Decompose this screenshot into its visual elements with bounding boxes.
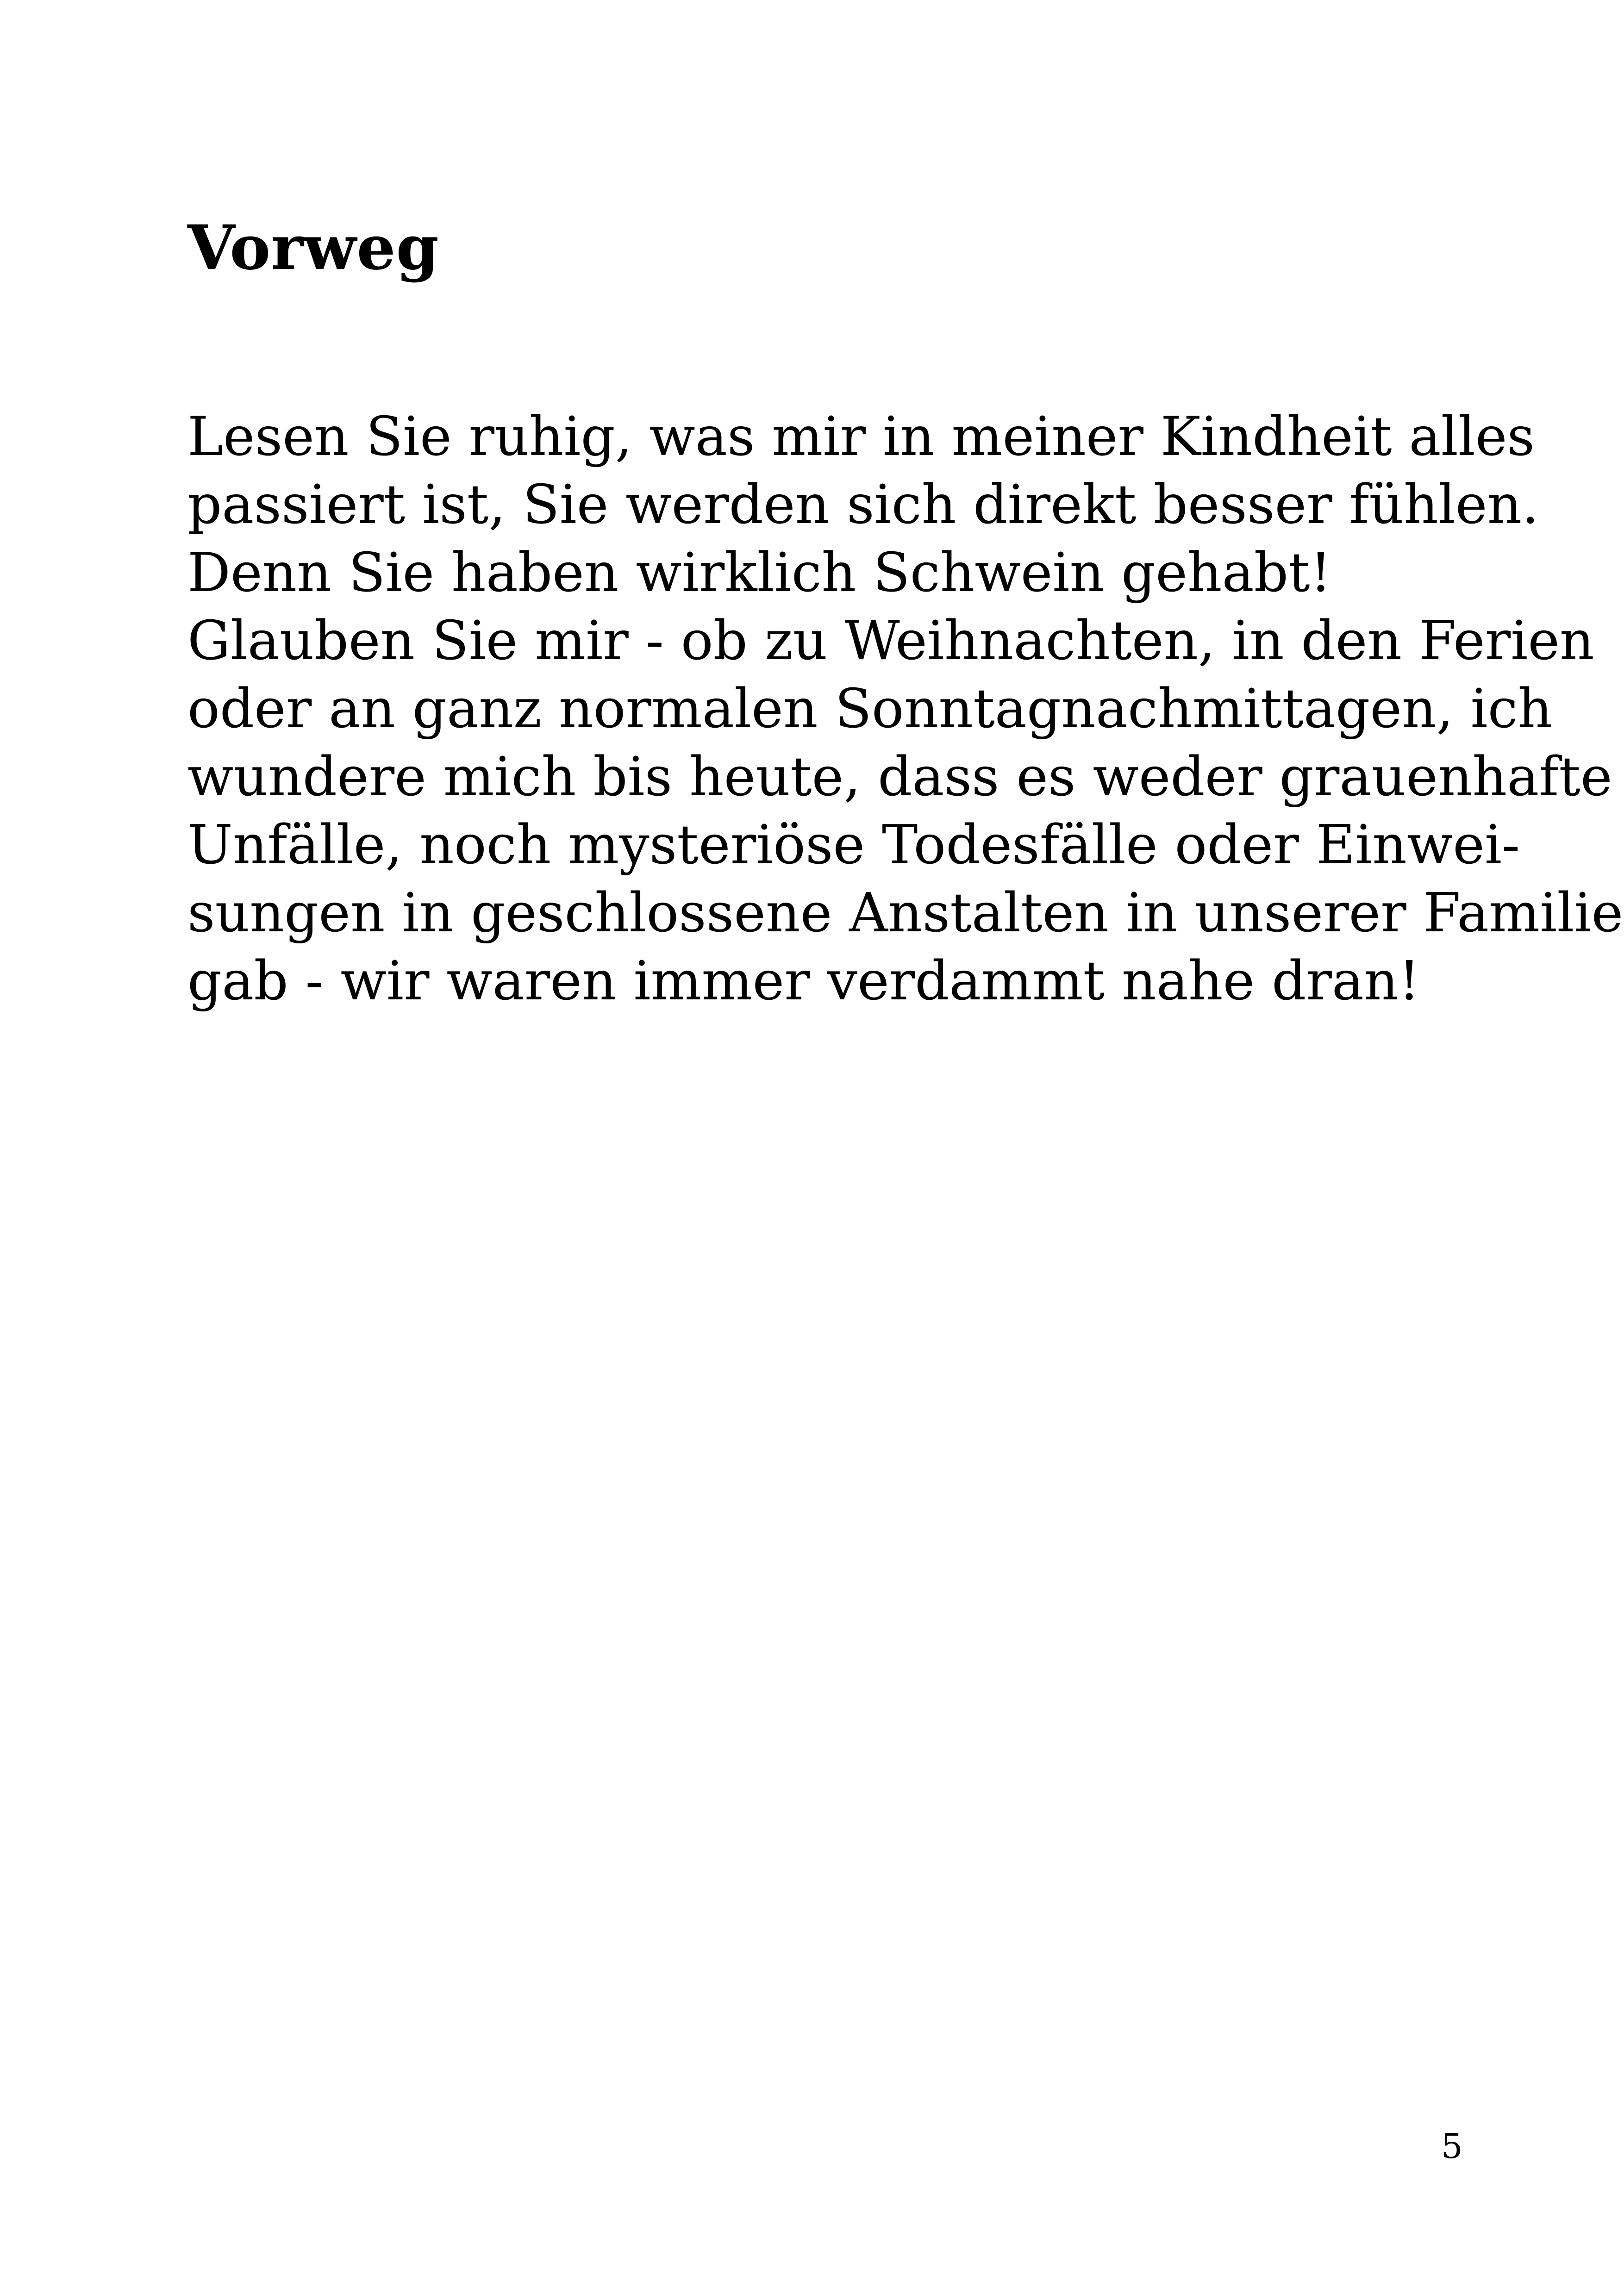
body-line: oder an ganz normalen Sonntagnachmittagen, ich <box>187 678 1553 740</box>
page-number: 5 <box>1441 2127 1463 2166</box>
body-line: sungen in geschlossene Anstalten in unserer Familie <box>187 882 1624 944</box>
body-line: Glauben Sie mir - ob zu Weihnachten, in den Ferien <box>187 610 1594 672</box>
body-line: wundere mich bis heute, dass es weder grauenhafte <box>187 746 1612 808</box>
body-line: Unfälle, noch mysteriöse Todesfälle oder Einwei- <box>187 814 1520 876</box>
body-line: passiert ist, Sie werden sich direkt besser fühlen. <box>187 474 1539 536</box>
body-line: Denn Sie haben wirklich Schwein gehabt! <box>187 542 1332 604</box>
body-text <box>187 403 1624 1015</box>
page-title: Vorweg <box>187 212 439 284</box>
body-line: gab - wir waren immer verdammt nahe dran! <box>187 950 1420 1012</box>
body-line: Lesen Sie ruhig, was mir in meiner Kindheit alles <box>187 405 1535 468</box>
